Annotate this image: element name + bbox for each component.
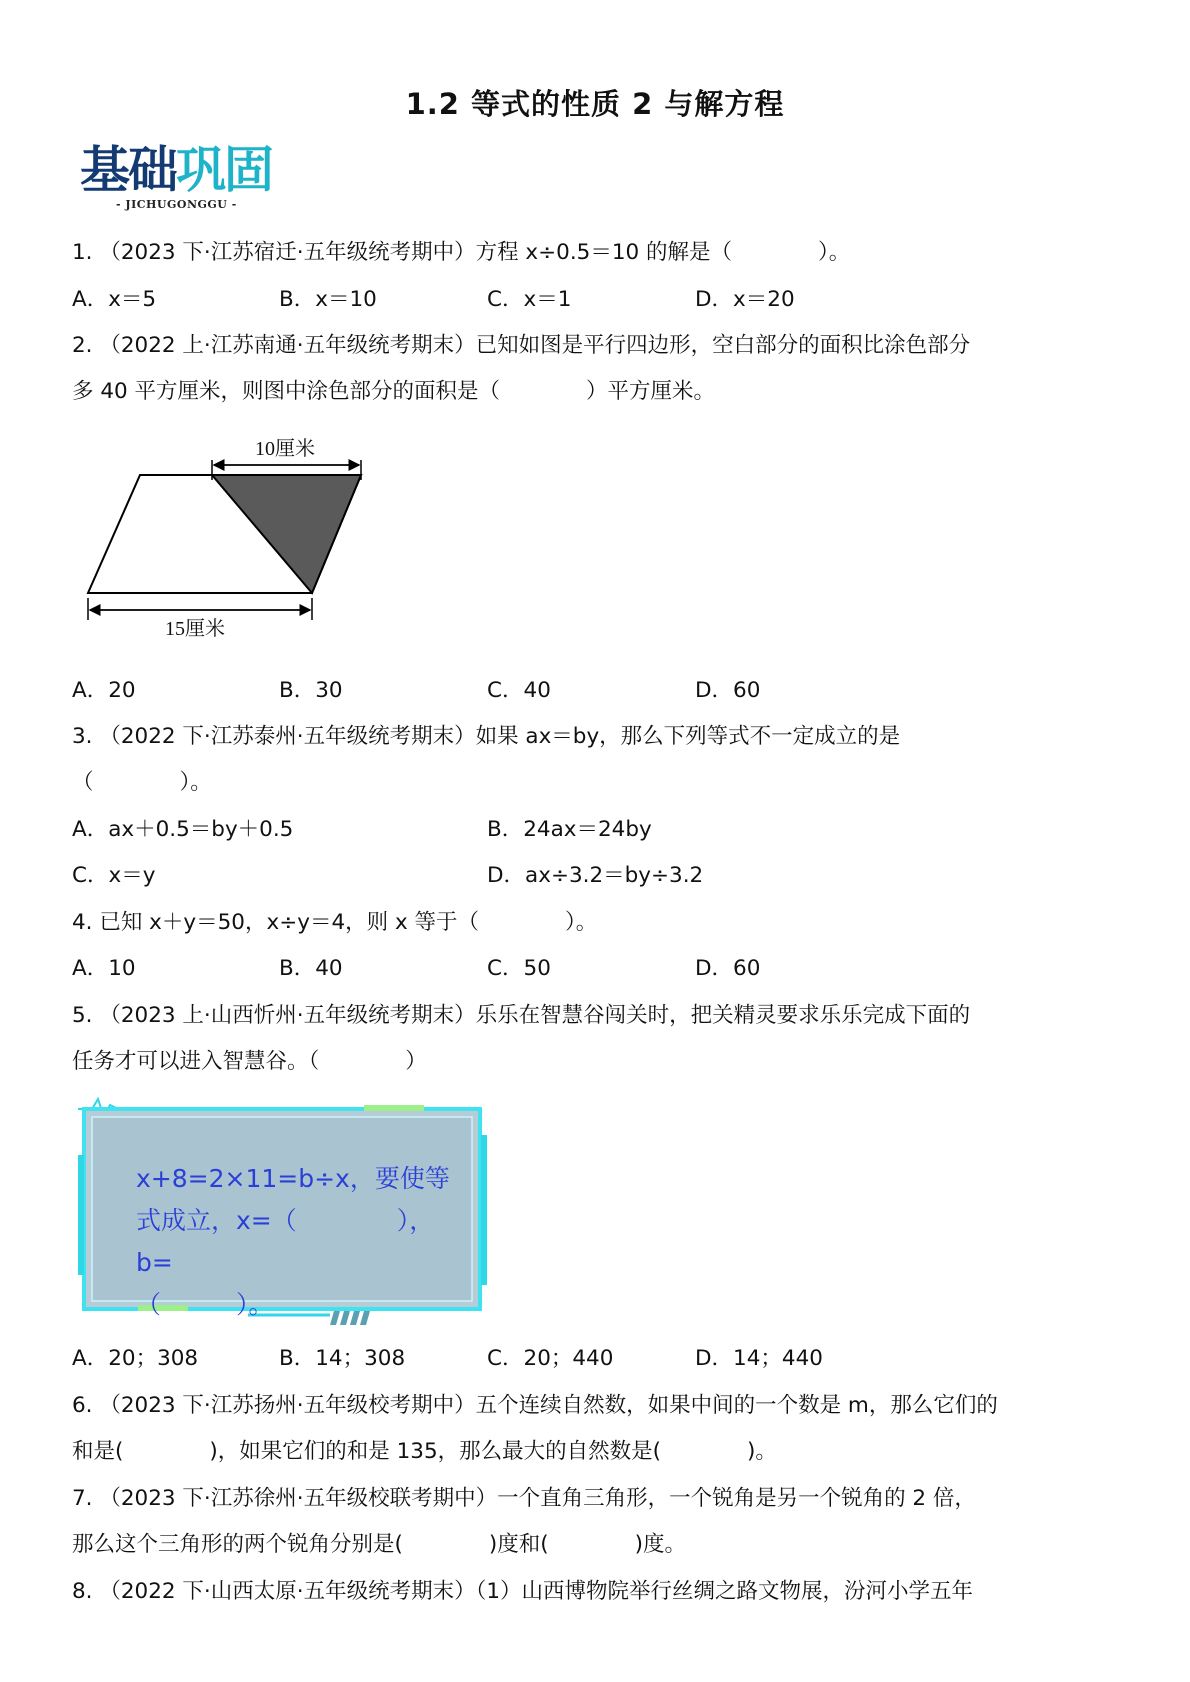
q3-option-a: A．ax＋0.5＝by＋0.5 bbox=[72, 817, 294, 842]
q5-option-c: C．20；440 bbox=[487, 1346, 614, 1371]
question-6-line-2: 和是( )，如果它们的和是 135，那么最大的自然数是( )。 bbox=[72, 1439, 777, 1464]
shaded-triangle bbox=[212, 475, 361, 593]
board-line-2: 式成立，x=（ ），b= bbox=[136, 1206, 435, 1277]
q1-option-a: A．x＝5 bbox=[72, 287, 157, 312]
question-2-line-1: 2. （2022 上·江苏南通·五年级统考期末）已知如图是平行四边形，空白部分的面积比涂色部分 bbox=[72, 333, 971, 358]
q3-option-b: B．24ax＝24by bbox=[487, 817, 652, 842]
logo-text-a: 基础 bbox=[80, 141, 176, 199]
q5-option-d: D．14；440 bbox=[695, 1346, 823, 1371]
parallelogram-figure bbox=[80, 430, 380, 640]
q5-option-b: B．14；308 bbox=[279, 1346, 406, 1371]
board-line-1: x+8=2×11=b÷x，要使等 bbox=[136, 1164, 450, 1193]
question-6-line-1: 6. （2023 下·江苏扬州·五年级校考期中）五个连续自然数，如果中间的一个数是 m，那么它们的 bbox=[72, 1393, 998, 1418]
q2-option-c: C．40 bbox=[487, 678, 551, 703]
q2-option-d: D．60 bbox=[695, 678, 761, 703]
question-5-line-2: 任务才可以进入智慧谷。（ ） bbox=[72, 1049, 427, 1074]
bottom-dimension-label: 15厘米 bbox=[165, 618, 225, 640]
question-8-line-1: 8. （2022 下·山西太原·五年级统考期末）（1）山西博物院举行丝绸之路文物展，汾河小学五年 bbox=[72, 1579, 973, 1604]
question-4-line-1: 4. 已知 x＋y＝50，x÷y＝4，则 x 等于（ ）。 bbox=[72, 910, 598, 935]
question-7-line-1: 7. （2023 下·江苏徐州·五年级校联考期中）一个直角三角形，一个锐角是另一个锐角的 2 倍， bbox=[72, 1486, 976, 1511]
q3-option-c: C．x＝y bbox=[72, 863, 156, 888]
q3-option-d: D．ax÷3.2＝by÷3.2 bbox=[487, 863, 704, 888]
board-line-3: （ ）。 bbox=[136, 1290, 274, 1319]
q1-option-c: C．x＝1 bbox=[487, 287, 572, 312]
logo-text-b: 巩固 bbox=[176, 141, 272, 199]
q1-option-d: D．x＝20 bbox=[695, 287, 795, 312]
q2-option-a: A．20 bbox=[72, 678, 136, 703]
q4-option-d: D．60 bbox=[695, 956, 761, 981]
q4-option-a: A．10 bbox=[72, 956, 136, 981]
q4-option-b: B．40 bbox=[279, 956, 343, 981]
question-3-line-2: （ ）。 bbox=[72, 770, 212, 795]
top-dimension-label: 10厘米 bbox=[255, 438, 315, 460]
logo-subtitle: - JICHUGONGGU - bbox=[116, 198, 237, 211]
q5-option-a: A．20；308 bbox=[72, 1346, 199, 1371]
section-logo bbox=[80, 142, 290, 217]
question-2-line-2: 多 40 平方厘米，则图中涂色部分的面积是（ ）平方厘米。 bbox=[72, 379, 716, 404]
q4-option-c: C．50 bbox=[487, 956, 551, 981]
q2-option-b: B．30 bbox=[279, 678, 343, 703]
q1-option-b: B．x＝10 bbox=[279, 287, 377, 312]
question-5-line-1: 5. （2023 上·山西忻州·五年级统考期末）乐乐在智慧谷闯关时，把关精灵要求乐乐完成下面的 bbox=[72, 1003, 971, 1028]
task-board-text bbox=[136, 1158, 456, 1326]
question-3-line-1: 3. （2022 下·江苏泰州·五年级统考期末）如果 ax＝by，那么下列等式不一定成立的是 bbox=[72, 724, 901, 749]
page-title: 1.2 等式的性质 2 与解方程 bbox=[405, 87, 785, 121]
question-7-line-2: 那么这个三角形的两个锐角分别是( )度和( )度。 bbox=[72, 1532, 687, 1557]
question-1-line-1: 1. （2023 下·江苏宿迁·五年级统考期中）方程 x÷0.5＝10 的解是（ ）。 bbox=[72, 240, 851, 265]
